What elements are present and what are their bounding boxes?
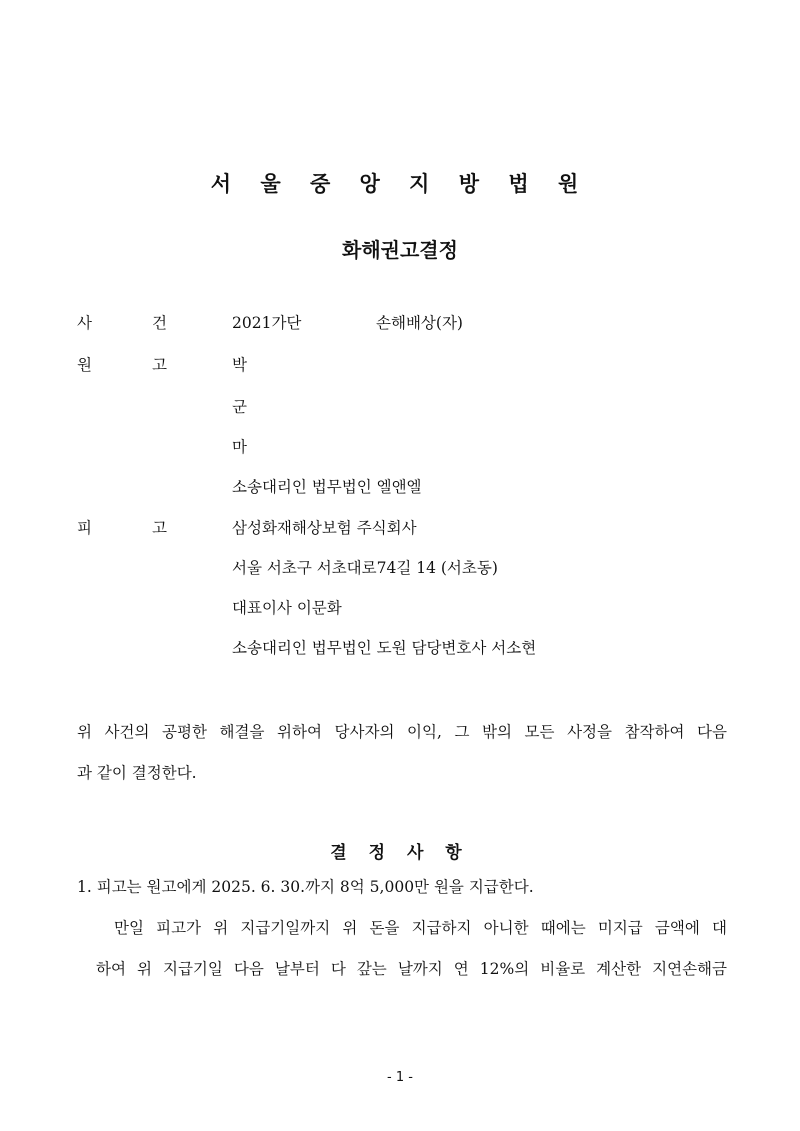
defendant-representative: 대표이사 이문화: [232, 599, 342, 617]
decision-item-1: 1. 피고는 원고에게 2025. 6. 30.까지 8억 5,000만 원을 지급한다.: [77, 878, 534, 896]
plaintiff-name-1: 박: [232, 356, 247, 374]
decision-item-1-cont-2: 하여 위 지급기일 다음 날부터 다 갚는 날까지 연 12%의 비율로 계산한 지연손해금: [96, 960, 727, 978]
defendant-label-b: 고: [152, 519, 167, 537]
case-name: 손해배상(자): [376, 314, 463, 332]
plaintiff-name-3: 마: [232, 438, 247, 456]
case-number: 2021가단: [232, 314, 302, 332]
case-label-b: 건: [152, 314, 167, 332]
defendant-name: 삼성화재해상보험 주식회사: [232, 519, 417, 537]
intro-line-2: 과 같이 결정한다.: [77, 764, 197, 782]
defendant-attorney: 소송대리인 법무법인 도원 담당변호사 서소현: [232, 639, 537, 657]
plaintiff-name-2: 군: [232, 398, 247, 416]
document-title: 화해권고결정: [342, 238, 458, 262]
intro-line-1: 위 사건의 공평한 해결을 위하여 당사자의 이익, 그 밖의 모든 사정을 참작하여 다음: [77, 723, 727, 741]
plaintiff-label-a: 원: [77, 356, 92, 374]
plaintiff-label-b: 고: [152, 356, 167, 374]
plaintiff-attorney: 소송대리인 법무법인 엘앤엘: [232, 478, 422, 496]
defendant-label-a: 피: [77, 519, 92, 537]
defendant-address: 서울 서초구 서초대로74길 14 (서초동): [232, 559, 498, 577]
decision-item-1-cont-1: 만일 피고가 위 지급기일까지 위 돈을 지급하지 아니한 때에는 미지급 금액에 대: [114, 919, 727, 937]
case-label-a: 사: [77, 314, 92, 332]
decision-heading: 결 정 사 항: [330, 843, 470, 863]
court-name: 서 울 중 앙 지 방 법 원: [210, 172, 590, 196]
page-number: - 1 -: [387, 1070, 413, 1085]
